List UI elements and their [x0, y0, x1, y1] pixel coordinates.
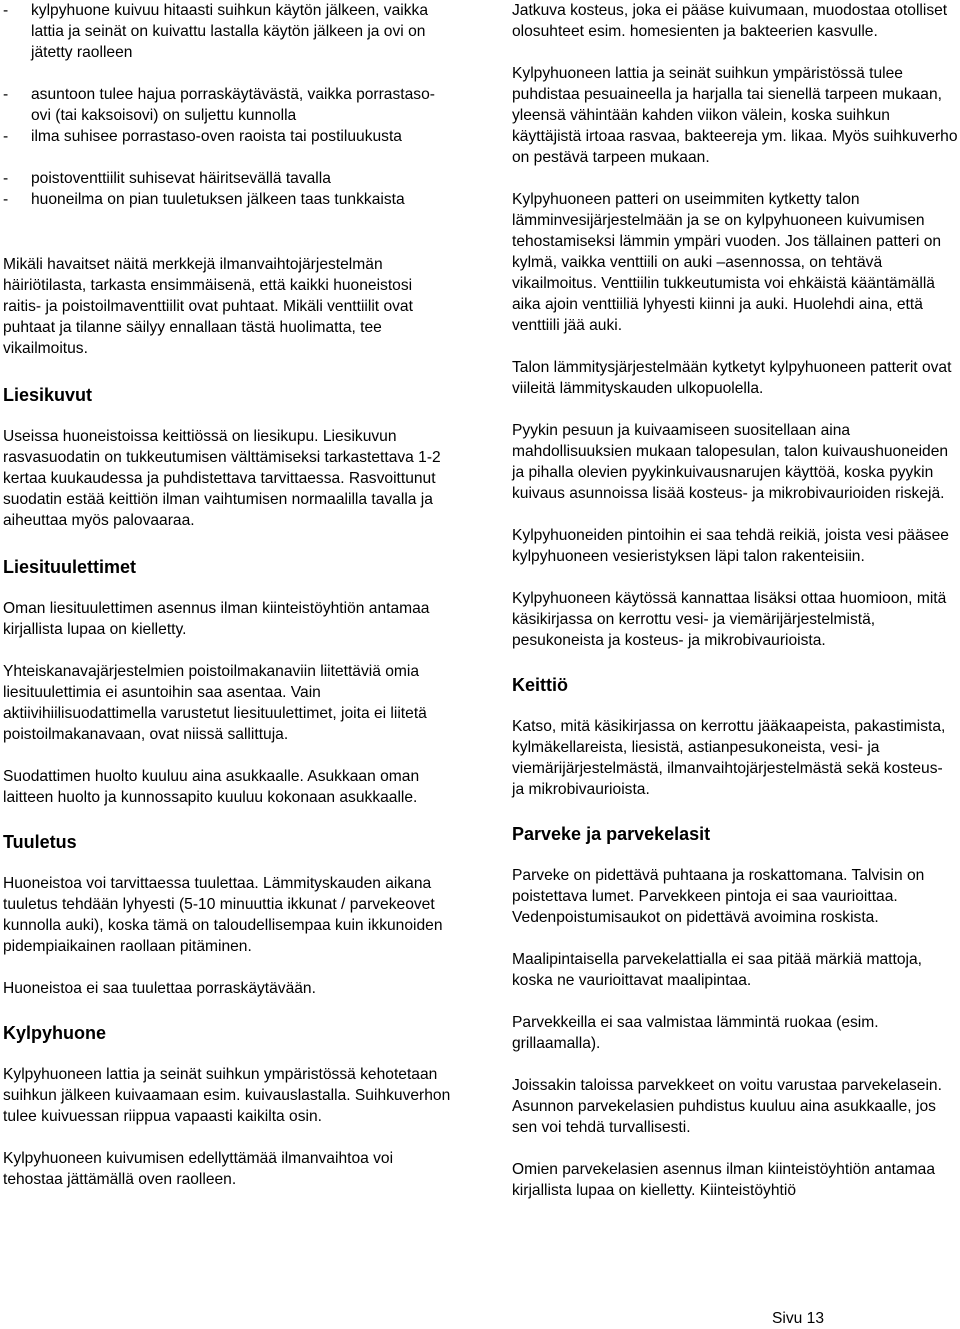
paragraph-tuuletus-2: Huoneistoa ei saa tuulettaa porraskäytävään. — [3, 980, 316, 997]
paragraph-liesituulettimet-2: Yhteiskanavajärjestelmien poistoilmakanaviin liitettäviä omia liesituulettimia ei asuntoihin saa asentaa. Vain aktiivihiilisuodattimella varustetut liesituulettimet, joita ei liitetä poistoilmakanavaan, ovat niissä sallittuja. — [3, 663, 427, 743]
paragraph-keittio: Katso, mitä käsikirjassa on kerrottu jääkaapeista, pakastimista, kylmäkellareista, liesistä, astianpesukoneista, vesi- ja viemärijärjestelmästä, ilmanvaihtojärjestelmästä sekä kosteus- ja mikrobivaurioista. — [512, 718, 946, 798]
left-column — [3, 0, 453, 1190]
heading-parveke: Parveke ja parvekelasit — [512, 824, 711, 844]
paragraph-kylpyhuone-2: Kylpyhuoneen kuivumisen edellyttämää ilmanvaihtoa voi tehostaa jättämällä oven raolleen. — [3, 1150, 394, 1188]
list-item: - asuntoon tulee hajua porraskäytävästä, vaikka porrastaso-ovi (tai kaksoisovi) on suljettu kunnolla — [3, 86, 435, 124]
paragraph-laundry: Pyykin pesuun ja kuivaamiseen suositellaan aina mahdollisuuksien mukaan talopesulan, talon kuivaushuoneiden ja pihalla olevien pyykinkuivausnarujen käyttöä, koska pyykin kuivaus asunnoissa lisää kosteus- ja mikrobivaurioiden riskejä. — [512, 422, 949, 502]
heading-tuuletus: Tuuletus — [3, 832, 77, 852]
paragraph-cleaning: Kylpyhuoneen lattia ja seinät suihkun ympäristössä tulee puhdistaa pesuaineella ja harjalla tai sienellä tarpeen mukaan, yleensä vähintään kahden viikon välein, koska suihkun käyttäjistä irtoaa rasvaa, bakteereja ym. likaa. Myös suihkuverho on pestävä tarpeen mukaan. — [512, 65, 958, 166]
heading-keittio: Keittiö — [512, 675, 568, 695]
paragraph-kylpyhuone-1: Kylpyhuoneen lattia ja seinät suihkun ympäristössä kehotetaan suihkun jälkeen kuivaamaan esim. kuivauslastalla. Suihkuverhon tulee kuivuessan riippua vapaasti kaikilta osin. — [3, 1066, 451, 1125]
list-item: - poistoventtiilit suhisevat häiritsevällä tavalla — [3, 170, 331, 187]
paragraph-moisture: Jatkuva kosteus, joka ei pääse kuivumaan, muodostaa otolliset olosuhteet esim. homesienten ja bakteerien kasvulle. — [512, 2, 948, 40]
list-item: - huoneilma on pian tuuletuksen jälkeen taas tunkkaista — [3, 191, 405, 208]
paragraph-liesituulettimet-1: Oman liesituulettimen asennus ilman kiinteistöyhtiön antamaa kirjallista lupaa on kielletty. — [3, 600, 430, 638]
paragraph-liesituulettimet-3: Suodattimen huolto kuuluu aina asukkaalle. Asukkaan oman laitteen huolto ja kunnossapito kuuluu kokonaan asukkaalle. — [3, 768, 420, 806]
heading-liesikuvut: Liesikuvut — [3, 385, 93, 405]
paragraph-parveke-5: Omien parvekelasien asennus ilman kiinteistöyhtiön antamaa kirjallista lupaa on kielletty. Kiinteistöyhtiö — [512, 1161, 935, 1199]
paragraph-check-vents: Mikäli havaitset näitä merkkejä ilmanvaihtojärjestelmän häiriötilasta, tarkasta ensimmäisenä, että kaikki huoneistosi raitis- ja poistoilmaventtiilit ovat puhtaat. Mikäli venttiilit ovat puhtaat ja tilanne säilyy ennallaan tästä huolimatta, tee vikailmoitus. — [3, 256, 413, 357]
paragraph-bathroom-usage: Kylpyhuoneen käytössä kannattaa lisäksi ottaa huomioon, mitä käsikirjassa on kerrottu vesi- ja viemärijärjestelmistä, pesukoneista ja kosteus- ja mikrobivaurioista. — [512, 590, 947, 649]
paragraph-parveke-3: Parvekkeilla ei saa valmistaa lämmintä ruokaa (esim. grillaamalla). — [512, 1014, 879, 1052]
list-item: - kylpyhuone kuivuu hitaasti suihkun käytön jälkeen, vaikka lattia ja seinät on kuivattu lastalla käytön jälkeen ja ovi on jätetty raolleen — [3, 2, 429, 61]
paragraph-radiator: Kylpyhuoneen patteri on useimmiten kytketty talon lämminvesijärjestelmään ja se on kylpyhuoneen kuivumisen tehostamiseksi lämmin ympäri vuoden. Jos tällainen patteri on kylmä, vaikka venttiili on auki –asennossa, on tehtävä vikailmoitus. Venttiilin tukkeutumista voi ehkäistä kääntämällä aika ajoin venttiiliä lyhyesti kiinni ja auki. Huolehdi aina, että venttiili jää auki. — [512, 191, 942, 334]
list-item: - ilma suhisee porrastaso-oven raoista tai postiluukusta — [3, 128, 402, 145]
paragraph-heating-season: Talon lämmitysjärjestelmään kytketyt kylpyhuoneen patterit ovat viileitä lämmityskauden ulkopuolella. — [512, 359, 952, 397]
paragraph-no-holes: Kylpyhuoneiden pintoihin ei saa tehdä reikiä, joista vesi pääsee kylpyhuoneen vesieristyksen läpi talon rakenteisiin. — [512, 527, 949, 565]
heading-kylpyhuone: Kylpyhuone — [3, 1023, 107, 1043]
right-column — [512, 0, 958, 1201]
paragraph-parveke-2: Maalipintaisella parvekelattialla ei saa pitää märkiä mattoja, koska ne vaurioittavat maalipintaa. — [512, 951, 922, 989]
paragraph-parveke-1: Parveke on pidettävä puhtaana ja roskattomana. Talvisin on poistettava lumet. Parvekkeen pintoja ei saa vaurioittaa. Vedenpoistumisaukot on pidettävä avoimina roskista. — [512, 867, 925, 926]
heading-liesituulettimet: Liesituulettimet — [3, 557, 137, 577]
paragraph-tuuletus-1: Huoneistoa voi tarvittaessa tuulettaa. Lämmityskauden aikana tuuletus tehdään lyhyesti (5-10 minuuttia ikkunat / parvekeovet kunnolla auki), koska tämä on taloudellisempaa kuin ikkunoiden pidempiaikainen raollaan pitäminen. — [3, 875, 443, 955]
paragraph-parveke-4: Joissakin taloissa parvekkeet on voitu varustaa parvekelasein. Asunnon parvekelasien puhdistus kuuluu aina asukkaalle, jos sen voi tehdä turvallisesti. — [512, 1077, 942, 1136]
page-number: Sivu 13 — [772, 1310, 825, 1327]
paragraph-liesikuvut: Useissa huoneistoissa keittiössä on liesikupu. Liesikuvun rasvasuodatin on tukkeutumisen välttämiseksi tarkastettava 1-2 kertaa kuukaudessa ja puhdistettava tarvittaessa. Rasvoittunut suodatin estää keittiön ilman vaihtumisen normaalilla tavalla ja aiheuttaa myös palovaaraa. — [3, 428, 441, 529]
symptom-list — [3, 0, 453, 231]
